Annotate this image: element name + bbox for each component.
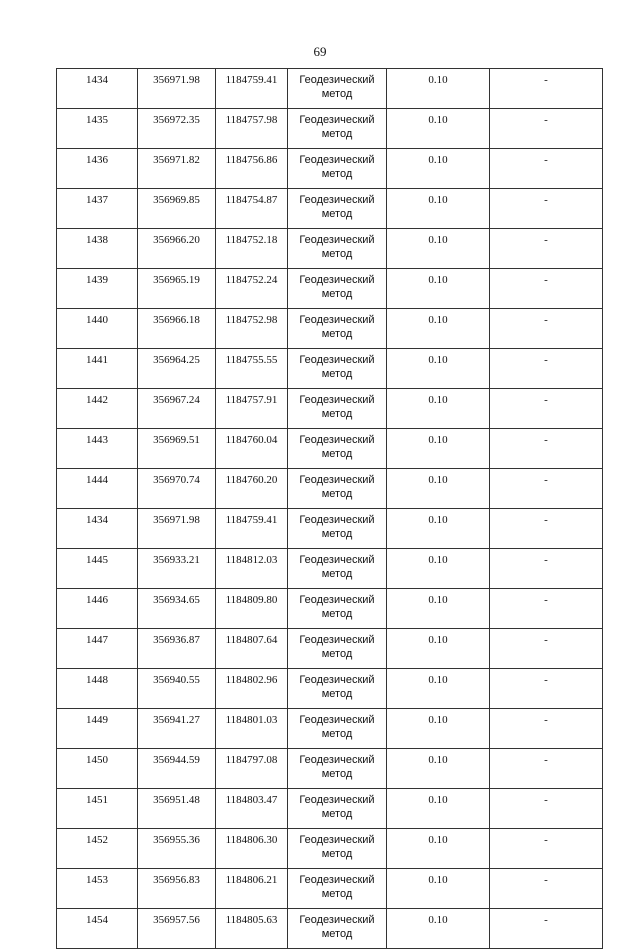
table-row [57,469,603,509]
table-row [57,229,603,269]
point-number-cell: 1443 [57,429,138,469]
table-row [57,429,603,469]
y-coordinate-cell: 1184752.18 [216,229,288,269]
coordinates-table [56,68,603,949]
note-cell: - [490,749,603,789]
method-cell: Геодезический метод [288,309,387,349]
x-coordinate-cell: 356970.74 [138,469,216,509]
table-row [57,789,603,829]
y-coordinate-cell: 1184797.08 [216,749,288,789]
point-number-cell: 1447 [57,629,138,669]
accuracy-cell: 0.10 [387,869,490,909]
accuracy-cell: 0.10 [387,69,490,109]
method-cell: Геодезический метод [288,709,387,749]
y-coordinate-cell: 1184806.21 [216,869,288,909]
note-cell: - [490,869,603,909]
x-coordinate-cell: 356969.51 [138,429,216,469]
y-coordinate-cell: 1184755.55 [216,349,288,389]
table-body [57,69,603,949]
method-cell: Геодезический метод [288,829,387,869]
note-cell: - [490,909,603,949]
method-cell: Геодезический метод [288,589,387,629]
accuracy-cell: 0.10 [387,749,490,789]
method-cell: Геодезический метод [288,229,387,269]
accuracy-cell: 0.10 [387,109,490,149]
x-coordinate-cell: 356934.65 [138,589,216,629]
y-coordinate-cell: 1184759.41 [216,509,288,549]
x-coordinate-cell: 356964.25 [138,349,216,389]
x-coordinate-cell: 356967.24 [138,389,216,429]
note-cell: - [490,349,603,389]
note-cell: - [490,829,603,869]
table-row [57,589,603,629]
y-coordinate-cell: 1184812.03 [216,549,288,589]
accuracy-cell: 0.10 [387,429,490,469]
page-number: 69 [313,44,327,59]
method-cell: Геодезический метод [288,509,387,549]
point-number-cell: 1445 [57,549,138,589]
note-cell: - [490,229,603,269]
note-cell: - [490,589,603,629]
table-row [57,829,603,869]
accuracy-cell: 0.10 [387,229,490,269]
method-cell: Геодезический метод [288,869,387,909]
method-cell: Геодезический метод [288,109,387,149]
y-coordinate-cell: 1184754.87 [216,189,288,229]
y-coordinate-cell: 1184759.41 [216,69,288,109]
y-coordinate-cell: 1184760.20 [216,469,288,509]
note-cell: - [490,149,603,189]
accuracy-cell: 0.10 [387,309,490,349]
y-coordinate-cell: 1184805.63 [216,909,288,949]
x-coordinate-cell: 356966.20 [138,229,216,269]
point-number-cell: 1437 [57,189,138,229]
point-number-cell: 1451 [57,789,138,829]
point-number-cell: 1442 [57,389,138,429]
table-row [57,549,603,589]
point-number-cell: 1440 [57,309,138,349]
point-number-cell: 1438 [57,229,138,269]
method-cell: Геодезический метод [288,149,387,189]
x-coordinate-cell: 356971.82 [138,149,216,189]
table-row [57,909,603,949]
method-cell: Геодезический метод [288,549,387,589]
table-row [57,709,603,749]
note-cell: - [490,269,603,309]
x-coordinate-cell: 356936.87 [138,629,216,669]
y-coordinate-cell: 1184752.98 [216,309,288,349]
accuracy-cell: 0.10 [387,709,490,749]
method-cell: Геодезический метод [288,349,387,389]
accuracy-cell: 0.10 [387,829,490,869]
table-row [57,629,603,669]
point-number-cell: 1436 [57,149,138,189]
table-row [57,69,603,109]
table-row [57,349,603,389]
point-number-cell: 1446 [57,589,138,629]
x-coordinate-cell: 356971.98 [138,509,216,549]
note-cell: - [490,109,603,149]
point-number-cell: 1434 [57,509,138,549]
note-cell: - [490,189,603,229]
x-coordinate-cell: 356944.59 [138,749,216,789]
x-coordinate-cell: 356957.56 [138,909,216,949]
point-number-cell: 1449 [57,709,138,749]
table-row [57,269,603,309]
point-number-cell: 1444 [57,469,138,509]
note-cell: - [490,429,603,469]
y-coordinate-cell: 1184757.98 [216,109,288,149]
note-cell: - [490,509,603,549]
point-number-cell: 1448 [57,669,138,709]
point-number-cell: 1441 [57,349,138,389]
x-coordinate-cell: 356966.18 [138,309,216,349]
method-cell: Геодезический метод [288,669,387,709]
note-cell: - [490,789,603,829]
point-number-cell: 1454 [57,909,138,949]
note-cell: - [490,469,603,509]
method-cell: Геодезический метод [288,749,387,789]
method-cell: Геодезический метод [288,189,387,229]
accuracy-cell: 0.10 [387,909,490,949]
x-coordinate-cell: 356971.98 [138,69,216,109]
x-coordinate-cell: 356941.27 [138,709,216,749]
method-cell: Геодезический метод [288,69,387,109]
method-cell: Геодезический метод [288,469,387,509]
table-row [57,669,603,709]
y-coordinate-cell: 1184803.47 [216,789,288,829]
method-cell: Геодезический метод [288,629,387,669]
method-cell: Геодезический метод [288,909,387,949]
table-row [57,149,603,189]
y-coordinate-cell: 1184756.86 [216,149,288,189]
point-number-cell: 1450 [57,749,138,789]
note-cell: - [490,309,603,349]
accuracy-cell: 0.10 [387,669,490,709]
x-coordinate-cell: 356956.83 [138,869,216,909]
method-cell: Геодезический метод [288,429,387,469]
accuracy-cell: 0.10 [387,149,490,189]
table-row [57,389,603,429]
x-coordinate-cell: 356969.85 [138,189,216,229]
table-row [57,309,603,349]
accuracy-cell: 0.10 [387,389,490,429]
accuracy-cell: 0.10 [387,269,490,309]
note-cell: - [490,389,603,429]
note-cell: - [490,69,603,109]
y-coordinate-cell: 1184802.96 [216,669,288,709]
accuracy-cell: 0.10 [387,589,490,629]
y-coordinate-cell: 1184757.91 [216,389,288,429]
accuracy-cell: 0.10 [387,789,490,829]
x-coordinate-cell: 356951.48 [138,789,216,829]
point-number-cell: 1453 [57,869,138,909]
accuracy-cell: 0.10 [387,349,490,389]
x-coordinate-cell: 356955.36 [138,829,216,869]
point-number-cell: 1439 [57,269,138,309]
y-coordinate-cell: 1184807.64 [216,629,288,669]
accuracy-cell: 0.10 [387,549,490,589]
x-coordinate-cell: 356940.55 [138,669,216,709]
note-cell: - [490,669,603,709]
y-coordinate-cell: 1184806.30 [216,829,288,869]
method-cell: Геодезический метод [288,789,387,829]
y-coordinate-cell: 1184752.24 [216,269,288,309]
point-number-cell: 1452 [57,829,138,869]
table-row [57,509,603,549]
x-coordinate-cell: 356965.19 [138,269,216,309]
method-cell: Геодезический метод [288,269,387,309]
accuracy-cell: 0.10 [387,189,490,229]
table-row [57,869,603,909]
note-cell: - [490,549,603,589]
method-cell: Геодезический метод [288,389,387,429]
accuracy-cell: 0.10 [387,469,490,509]
x-coordinate-cell: 356933.21 [138,549,216,589]
table-row [57,109,603,149]
accuracy-cell: 0.10 [387,629,490,669]
note-cell: - [490,629,603,669]
y-coordinate-cell: 1184760.04 [216,429,288,469]
x-coordinate-cell: 356972.35 [138,109,216,149]
y-coordinate-cell: 1184809.80 [216,589,288,629]
table-row [57,749,603,789]
y-coordinate-cell: 1184801.03 [216,709,288,749]
table-row [57,189,603,229]
accuracy-cell: 0.10 [387,509,490,549]
point-number-cell: 1435 [57,109,138,149]
note-cell: - [490,709,603,749]
point-number-cell: 1434 [57,69,138,109]
